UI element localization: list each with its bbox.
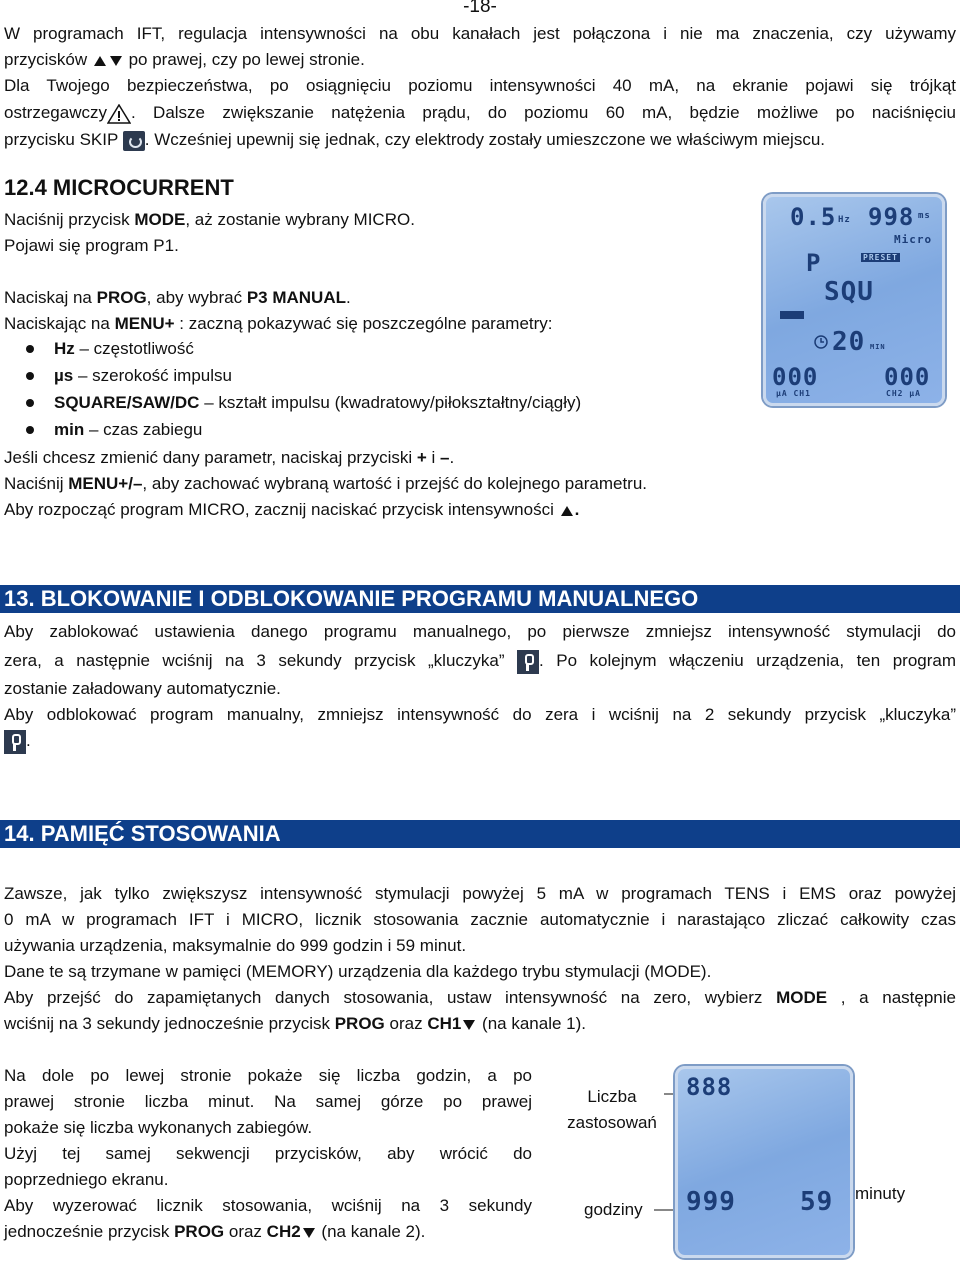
s14-p2-line-5: poprzedniego ekranu. bbox=[4, 1170, 169, 1189]
intro-line-5-text: przycisku SKIP bbox=[4, 130, 119, 149]
intro-line-3: Dla Twojego bezpieczeństwa, po osiągnięciu poziomu intensywności 40 mA, na ekranie pojawi się trójkąt bbox=[4, 76, 956, 95]
s12-l1b: MODE bbox=[134, 210, 186, 229]
s14-l6c: oraz bbox=[384, 1014, 428, 1033]
s14-l5b: MODE bbox=[776, 988, 828, 1007]
s13-l2a: zera, a następnie wciśnij na 3 sekundy przycisk „kluczyka” bbox=[4, 651, 505, 670]
s12-l3e: . bbox=[346, 288, 351, 307]
s12-l3a: Naciskaj na bbox=[4, 288, 97, 307]
param-term: Hz bbox=[54, 339, 75, 358]
intro-line-5-tail: . Wcześniej upewnij się jednak, czy elektrody zostały umieszczone we właściwym miejscu. bbox=[144, 130, 825, 149]
lcd-waveform: SQU bbox=[824, 277, 874, 307]
s13-l5: . bbox=[26, 731, 31, 750]
s14-p2-line-2: prawej stronie liczba minut. Na samej górze po prawej bbox=[4, 1092, 532, 1111]
s14-line-1: Zawsze, jak tylko zwiększysz intensywność stymulacji powyżej 5 mA w programach TENS i EMS oraz powyżej bbox=[4, 884, 956, 903]
s12-l4c: : zaczną pokazywać się poszczególne parametry: bbox=[174, 314, 553, 333]
s13-l2b: . Po kolejnym włączeniu urządzenia, ten program bbox=[539, 651, 957, 670]
s12-l5c: i bbox=[426, 448, 441, 467]
s14-l5c: , a następnie bbox=[827, 988, 956, 1007]
s12-l6c: , aby zachować wybraną wartość i przejść do kolejnego parametru. bbox=[142, 474, 648, 493]
lcd-time: 20 bbox=[832, 327, 866, 357]
page-number: -18- bbox=[463, 0, 497, 17]
s12-l6b: MENU+/– bbox=[68, 474, 143, 493]
lcd-usage-count: 888 bbox=[686, 1073, 733, 1101]
s14-line-4: Dane te są trzymane w pamięci (MEMORY) urządzenia dla każdego trybu stymulacji (MODE). bbox=[4, 962, 712, 981]
s14-p2l7a: jednocześnie przycisk bbox=[4, 1222, 175, 1241]
param-desc: – szerokość impulsu bbox=[73, 366, 232, 385]
s14-l6d: CH1 bbox=[427, 1014, 462, 1033]
s13-line-1: Aby zablokować ustawienia danego programu manualnego, po pierwsze zmniejsz intensywność stymulacji do bbox=[4, 622, 956, 641]
intro-line-2-tail: po prawej, czy po lewej stronie. bbox=[128, 50, 365, 69]
intro-line-4-tail: . Dalsze zwiększanie natężenia prądu, do poziomu 60 mA, będzie możliwe po naciśnięciu bbox=[130, 103, 956, 122]
s12-l5d: – bbox=[440, 448, 450, 467]
s13-line-3: zostanie załadowany automatycznie. bbox=[4, 679, 281, 698]
s12-l4a: Naciskając na bbox=[4, 314, 115, 333]
lcd-frequency: 0.5 bbox=[790, 203, 837, 231]
s14-line-2: 0 mA w programach IFT i MICRO, licznik stosowania zacznie automatycznie i narastająco zliczać całkowity czas bbox=[4, 910, 956, 929]
s12-l4b: MENU+ bbox=[114, 314, 175, 333]
s12-l3c: , aby wybrać bbox=[146, 288, 247, 307]
lcd-ch2-value: 000 bbox=[884, 363, 931, 391]
s14-p2l7b: PROG bbox=[174, 1222, 225, 1241]
s12-l3d: P3 MANUAL bbox=[246, 288, 346, 307]
lcd-time-unit: MIN bbox=[870, 343, 886, 351]
intro-line-2-text: przycisków bbox=[4, 50, 88, 69]
s12-l3b: PROG bbox=[96, 288, 147, 307]
section-14-banner: 14. PAMIĘĆ STOSOWANIA bbox=[0, 820, 960, 848]
lcd-width-unit: ms bbox=[918, 211, 931, 221]
lcd-mode: Micro bbox=[894, 233, 933, 246]
lcd-program-letter: P bbox=[806, 249, 822, 277]
s14-p2-line-1: Na dole po lewej stronie pokaże się liczba godzin, a po bbox=[4, 1066, 532, 1085]
s12-l7: Aby rozpocząć program MICRO, zacznij naciskać przycisk intensywności bbox=[4, 500, 554, 519]
lcd-minutes: 59 bbox=[800, 1187, 834, 1217]
lcd-preset-badge: PRESET bbox=[863, 253, 898, 262]
s14-p2-line-4: Użyj tej samej sekwencji przycisków, aby wrócić do bbox=[4, 1144, 532, 1163]
section-13-banner: 13. BLOKOWANIE I ODBLOKOWANIE PROGRAMU MANUALNEGO bbox=[0, 585, 960, 613]
s12-l7-end: . bbox=[574, 500, 580, 519]
lcd-frequency-unit: Hz bbox=[838, 215, 851, 225]
s14-p2l7e: (na kanale 2). bbox=[316, 1222, 426, 1241]
label-minutes: minuty bbox=[855, 1184, 906, 1203]
param-term: min bbox=[54, 420, 85, 439]
s12-l5a: Jeśli chcesz zmienić dany parametr, naciskaj przyciski bbox=[4, 448, 417, 467]
s14-p2l7c: oraz bbox=[224, 1222, 267, 1241]
param-desc: – kształt impulsu (kwadratowy/piłokształtny/ciągły) bbox=[199, 393, 582, 412]
lcd-ch2-label: CH2 µA bbox=[886, 389, 921, 398]
s12-line-2: Pojawi się program P1. bbox=[4, 236, 179, 255]
s12-l1a: Naciśnij przycisk bbox=[4, 210, 135, 229]
s13-line-4: Aby odblokować program manualny, zmniejsz intensywność do zera i wciśnij na 2 sekundy przycisk „kluczyka” bbox=[4, 705, 956, 724]
intro-line-4-text: ostrzegawczy bbox=[4, 103, 107, 122]
label-usage-count: Liczba zastosowań bbox=[567, 1087, 657, 1132]
s12-l1c: , aż zostanie wybrany MICRO. bbox=[185, 210, 415, 229]
s14-l6e: (na kanale 1). bbox=[477, 1014, 587, 1033]
s12-l6a: Naciśnij bbox=[4, 474, 69, 493]
s14-line-3: używania urządzenia, maksymalnie do 999 godzin i 59 minut. bbox=[4, 936, 467, 955]
s14-p2l7d: CH2 bbox=[266, 1222, 301, 1241]
intro-line-1: W programach IFT, regulacja intensywności na obu kanałach jest połączona i nie ma znaczenia, czy używamy bbox=[4, 24, 956, 43]
lcd-hours: 999 bbox=[686, 1187, 736, 1217]
param-term: SQUARE/SAW/DC bbox=[54, 393, 200, 412]
s12-l5b: + bbox=[416, 448, 427, 467]
s14-l6b: PROG bbox=[334, 1014, 385, 1033]
s12-l5e: . bbox=[449, 448, 455, 467]
s14-l5a: Aby przejść do zapamiętanych danych stosowania, ustaw intensywność na zero, wybierz bbox=[4, 988, 777, 1007]
s14-p2-line-6: Aby wyzerować licznik stosowania, wciśnij na 3 sekundy bbox=[4, 1196, 532, 1215]
lcd-ch1-value: 000 bbox=[772, 363, 819, 391]
param-term: µs bbox=[54, 366, 74, 385]
section-12-4-heading: 12.4 MICROCURRENT bbox=[4, 175, 234, 200]
label-hours: godziny bbox=[584, 1200, 643, 1219]
lcd-ch1-label: µA CH1 bbox=[776, 389, 811, 398]
lcd-display-memory bbox=[675, 1066, 853, 1258]
s14-p2-line-3: pokaże się liczba wykonanych zabiegów. bbox=[4, 1118, 313, 1137]
lcd-width: 998 bbox=[868, 203, 915, 231]
s14-l6a: wciśnij na 3 sekundy jednocześnie przycisk bbox=[4, 1014, 335, 1033]
param-desc: – czas zabiegu bbox=[84, 420, 203, 439]
param-desc: – częstotliwość bbox=[74, 339, 194, 358]
